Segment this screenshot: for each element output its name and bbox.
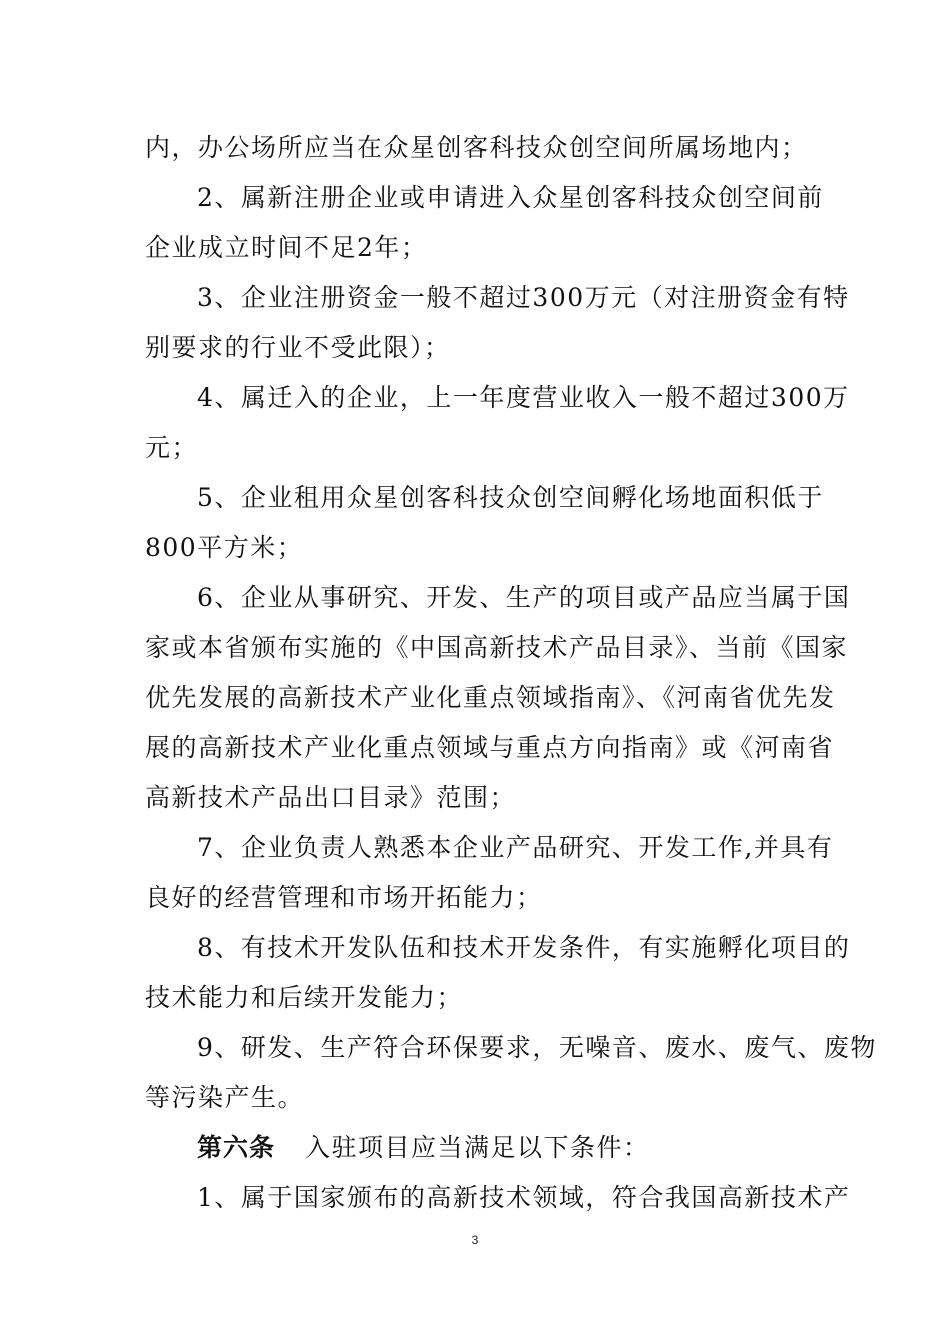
list-item-4: 4、属迁入的企业，上一年度营业收入一般不超过300万 [197, 383, 850, 412]
text-line: 展的高新技术产业化重点领域与重点方向指南》或《河南省 [145, 733, 835, 762]
text-line: 优先发展的高新技术产业化重点领域指南》、《河南省优先发 [145, 683, 836, 712]
list-item-6: 6、企业从事研究、开发、生产的项目或产品应当属于国 [197, 583, 851, 612]
article-heading: 第六条 [197, 1133, 276, 1162]
list-item-9: 9、研发、生产符合环保要求，无噪音、废水、废气、废物 [197, 1033, 877, 1062]
text-line: 800平方米； [145, 533, 304, 562]
list-item-2: 2、属新注册企业或申请进入众星创客科技众创空间前 [197, 183, 824, 212]
page-number: 3 [471, 1233, 479, 1247]
text-line: 技术能力和后续开发能力； [145, 983, 464, 1012]
article-line [145, 1123, 810, 1173]
text-line: 等污染产生。 [145, 1083, 305, 1112]
text-line: 元； [145, 433, 199, 462]
list-item-5: 5、企业租用众星创客科技众创空间孵化场地面积低于 [197, 483, 824, 512]
article-text: 入驻项目应当满足以下条件： [305, 1133, 650, 1162]
text-line: 高新技术产品出口目录》范围； [145, 783, 517, 812]
list-item-1: 1、属于国家颁布的高新技术领域，符合我国高新技术产 [197, 1183, 851, 1212]
text-line: 家或本省颁布实施的《中国高新技术产品目录》、当前《国家 [145, 633, 849, 662]
text-line: 内，办公场所应当在众星创客科技众创空间所属场地内； [145, 133, 808, 162]
text-line: 企业成立时间不足2年； [145, 233, 428, 262]
text-line: 别要求的行业不受此限）； [145, 333, 451, 362]
list-item-7: 7、企业负责人熟悉本企业产品研究、开发工作,并具有 [197, 833, 834, 862]
text-line: 良好的经营管理和市场开拓能力； [145, 883, 543, 912]
list-item-3: 3、企业注册资金一般不超过300万元（对注册资金有特 [197, 283, 850, 312]
list-item-8: 8、有技术开发队伍和技术开发条件，有实施孵化项目的 [197, 933, 851, 962]
document-body [145, 123, 877, 1223]
